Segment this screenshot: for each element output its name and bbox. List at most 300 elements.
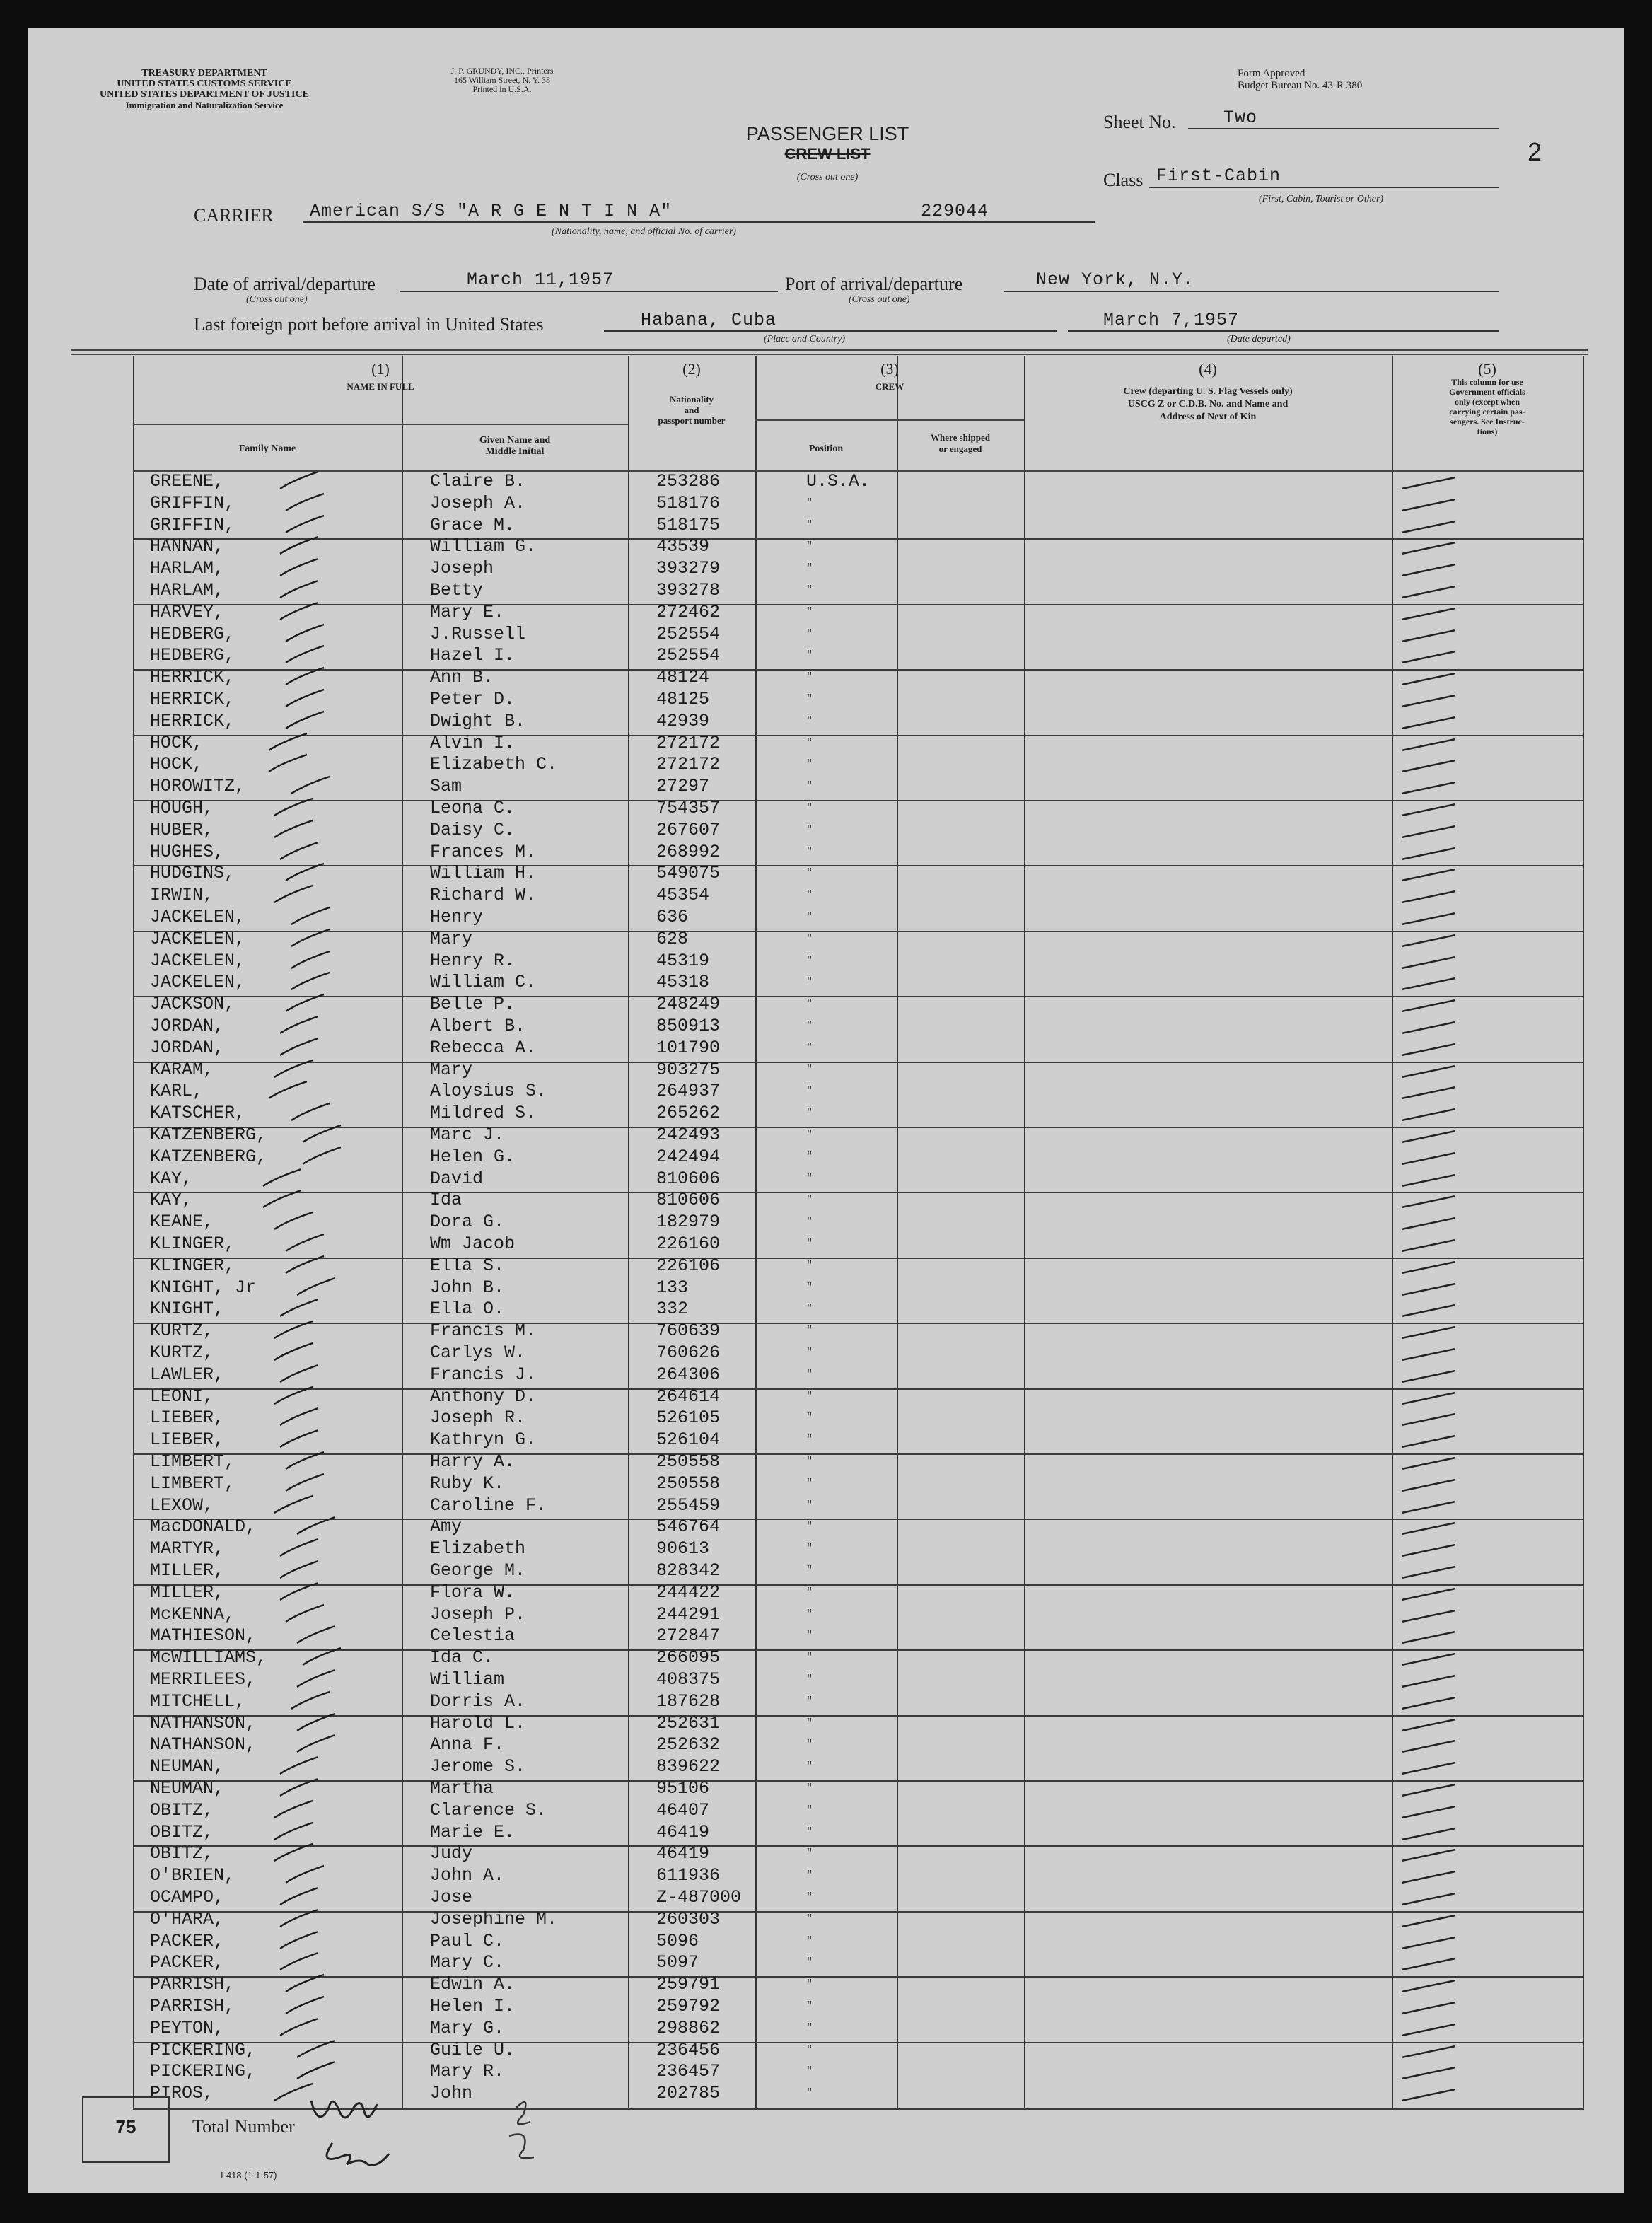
row-group-divider — [133, 669, 1583, 671]
inspector-check-mark — [1399, 1782, 1462, 1799]
inspector-check-mark — [1399, 1978, 1462, 1995]
crew-header: CREW — [875, 381, 904, 392]
total-number-value: 75 — [115, 2116, 136, 2137]
crew-list-crossed: CREW LIST — [784, 145, 871, 163]
tally-check-mark — [284, 1473, 327, 1494]
passport-number: 267607 — [656, 819, 721, 840]
tally-check-mark — [273, 1059, 315, 1080]
passport-number: 5096 — [656, 1930, 699, 1951]
family-name: MERRILEES, — [150, 1669, 257, 1690]
given-name: Helen I. — [430, 1996, 516, 2016]
carrier-note: (Nationality, name, and official No. of carrier) — [552, 226, 736, 237]
passport-number: 272172 — [656, 732, 721, 753]
family-name: KNIGHT, — [150, 1299, 225, 1320]
nationality-position: " — [806, 497, 813, 509]
given-name: Belle P. — [430, 994, 516, 1015]
given-name: Leona C. — [430, 798, 516, 818]
family-name: KATZENBERG, — [150, 1125, 267, 1145]
inspector-check-mark — [1399, 779, 1462, 796]
nationality-position: " — [806, 1347, 813, 1359]
passport-number: 252631 — [656, 1712, 721, 1734]
given-name: Marc J. — [430, 1125, 505, 1145]
family-name: HOROWITZ, — [150, 776, 246, 797]
dept-line: Immigration and Naturalization Service — [125, 100, 284, 110]
nationality-position: " — [806, 1804, 813, 1816]
nationality-position: " — [806, 1390, 813, 1403]
passport-number: 265262 — [656, 1103, 721, 1124]
tally-check-mark — [279, 1015, 321, 1036]
nationality-position: " — [806, 1978, 813, 1991]
nationality-position: " — [806, 2000, 813, 2012]
tally-check-mark — [279, 1538, 321, 1559]
given-name: Wm Jacob — [430, 1234, 516, 1254]
nationality-position: " — [806, 1238, 813, 1250]
nationality-position: " — [806, 1782, 813, 1794]
tally-check-mark — [284, 1451, 327, 1472]
row-group-divider — [133, 1323, 1583, 1324]
nationality-position: " — [806, 1934, 813, 1947]
inspector-check-mark — [1399, 1760, 1462, 1777]
inspector-check-mark — [1399, 910, 1462, 927]
family-name: KNIGHT, Jr — [150, 1277, 257, 1298]
given-name: Clarence S. — [430, 1799, 547, 1821]
sheet-label: Sheet No. — [1103, 112, 1176, 132]
tally-check-mark — [290, 971, 332, 992]
inspector-check-mark — [1399, 605, 1462, 622]
tally-check-mark — [267, 1080, 310, 1101]
officials-header: This column for use Government officials only (except when carrying certain pas- sengers. See Instruc- tions) — [1449, 377, 1525, 436]
given-name: Edwin A. — [430, 1974, 516, 1995]
tally-check-mark — [279, 1560, 321, 1581]
inspector-check-mark — [1399, 932, 1462, 949]
date-departed: March 7,1957 — [1103, 310, 1240, 330]
given-name: David — [430, 1168, 484, 1189]
family-name: LAWLER, — [150, 1364, 225, 1385]
family-name: KLINGER, — [150, 1255, 235, 1276]
carrier-value: American S/S "A R G E N T I N A" — [310, 201, 673, 221]
inspector-check-mark — [1399, 1934, 1462, 1951]
passport-number: 628 — [656, 928, 689, 949]
family-name: LIEBER, — [150, 1429, 225, 1451]
given-name: Joseph P. — [430, 1603, 526, 1625]
tally-check-mark — [267, 732, 310, 753]
row-group-divider — [133, 865, 1583, 866]
nationality-position: " — [806, 1847, 813, 1860]
inspector-check-mark — [1399, 475, 1462, 492]
given-name: Peter D. — [430, 689, 516, 709]
tally-check-mark — [279, 579, 321, 600]
tally-check-mark — [273, 1342, 315, 1363]
tally-check-mark — [296, 1712, 338, 1734]
passport-number: 226106 — [656, 1255, 721, 1276]
passport-number: 259792 — [656, 1996, 721, 2016]
family-name: KATSCHER, — [150, 1103, 246, 1124]
nationality-position: " — [806, 693, 813, 705]
inspector-check-mark — [1399, 1999, 1462, 2016]
nationality-position: " — [806, 1826, 813, 1838]
nationality-position: " — [806, 1368, 813, 1381]
inspector-check-mark — [1399, 562, 1462, 579]
nationality-position: " — [806, 1434, 813, 1446]
tally-check-mark — [296, 1734, 338, 1755]
tally-check-mark — [279, 1951, 321, 1973]
given-name: Betty — [430, 580, 484, 600]
inspector-check-mark — [1399, 1891, 1462, 1908]
nationality-position: " — [806, 1303, 813, 1316]
inspector-check-mark — [1399, 1564, 1462, 1581]
nationality-position: " — [806, 1586, 813, 1598]
given-name: Jose — [430, 1887, 473, 1908]
inspector-check-mark — [1399, 1433, 1462, 1450]
given-name: Henry R. — [430, 950, 516, 971]
row-group-divider — [133, 1649, 1583, 1651]
tally-check-mark — [279, 1777, 321, 1799]
family-name: PARRISH, — [150, 1974, 235, 1995]
passport-number: 260303 — [656, 1908, 721, 1929]
tally-check-mark — [279, 1886, 321, 1908]
passport-number: 45354 — [656, 885, 710, 906]
inspector-check-mark — [1399, 1172, 1462, 1189]
inspector-check-mark — [1399, 845, 1462, 862]
family-name: HOCK, — [150, 754, 204, 775]
passport-number: Z-487000 — [656, 1887, 742, 1908]
given-name: Ella O. — [430, 1299, 505, 1320]
tally-check-mark — [284, 993, 327, 1014]
last-port-value: Habana, Cuba — [641, 310, 777, 330]
nationality-position: " — [806, 911, 813, 923]
passport-number: 252554 — [656, 623, 721, 644]
inspector-check-mark — [1399, 1738, 1462, 1755]
tally-check-mark — [262, 1168, 304, 1189]
given-name: Elizabeth C. — [430, 754, 558, 775]
inspector-check-mark — [1399, 975, 1462, 992]
family-name: NEUMAN, — [150, 1778, 225, 1799]
inspector-check-mark — [1399, 1673, 1462, 1690]
given-name: Guile U. — [430, 2039, 516, 2060]
tally-check-mark — [279, 557, 321, 579]
nationality-position: " — [806, 867, 813, 880]
passport-number: 264306 — [656, 1364, 721, 1385]
given-name: Kathryn G. — [430, 1429, 537, 1451]
passport-number: 518176 — [656, 492, 721, 513]
nationality-position: " — [806, 1891, 813, 1903]
nationality-position: " — [806, 998, 813, 1011]
inspector-check-mark — [1399, 584, 1462, 600]
row-group-divider — [133, 996, 1583, 997]
nationality-position: " — [806, 932, 813, 945]
family-name: KURTZ, — [150, 1321, 214, 1342]
family-name: LIMBERT, — [150, 1473, 235, 1494]
nationality-position: " — [806, 714, 813, 727]
family-name: HERRICK, — [150, 667, 235, 688]
family-name: HARVEY, — [150, 601, 225, 622]
inspector-check-mark — [1399, 888, 1462, 905]
nationality-position: " — [806, 845, 813, 858]
passport-number: 202785 — [656, 2083, 721, 2104]
tally-check-mark — [284, 514, 327, 535]
family-name: PACKER, — [150, 1952, 225, 1973]
family-name: LIMBERT, — [150, 1451, 235, 1472]
given-name: Ann B. — [430, 667, 494, 688]
given-name: Hazel I. — [430, 645, 516, 666]
family-name: KURTZ, — [150, 1342, 214, 1363]
nationality-position: " — [806, 1107, 813, 1120]
tally-check-mark — [273, 1821, 315, 1842]
given-name: Dwight B. — [430, 710, 526, 731]
family-name: HANNAN, — [150, 536, 225, 557]
row-group-divider — [133, 1715, 1583, 1717]
inspector-check-mark — [1399, 1281, 1462, 1298]
family-name: MILLER, — [150, 1581, 225, 1603]
passport-number: 46419 — [656, 1821, 710, 1842]
family-name: LIEBER, — [150, 1407, 225, 1429]
family-name: KEANE, — [150, 1212, 214, 1233]
nationality-position: " — [806, 1565, 813, 1577]
inspector-check-mark — [1399, 1804, 1462, 1821]
printer-line: 165 William Street, N. Y. 38 — [454, 75, 550, 85]
tally-check-mark — [279, 1429, 321, 1450]
nationality-position: " — [806, 823, 813, 836]
passport-number: 46407 — [656, 1799, 710, 1821]
passport-number: 332 — [656, 1299, 689, 1320]
nationality-position: " — [806, 1499, 813, 1511]
inspector-check-mark — [1399, 1084, 1462, 1101]
inspector-check-mark — [1399, 1063, 1462, 1080]
passport-number: 250558 — [656, 1473, 721, 1494]
inspector-check-mark — [1399, 1019, 1462, 1036]
family-name: JORDAN, — [150, 1016, 225, 1036]
passport-number: 42939 — [656, 710, 710, 731]
family-name: OBITZ, — [150, 1821, 214, 1842]
passport-number: 252554 — [656, 645, 721, 666]
tally-check-mark — [273, 1320, 315, 1341]
given-name: Ida C. — [430, 1647, 494, 1668]
tally-check-mark — [273, 1386, 315, 1407]
row-group-divider — [133, 1127, 1583, 1128]
tally-check-mark — [301, 1124, 344, 1145]
passport-number: 268992 — [656, 841, 721, 862]
tally-check-mark — [279, 1930, 321, 1951]
tally-check-mark — [284, 1864, 327, 1886]
nationality-position: " — [806, 1041, 813, 1054]
tally-check-mark — [290, 1102, 332, 1123]
col4-number: (4) — [1199, 360, 1217, 378]
family-name: JACKELEN, — [150, 928, 246, 949]
given-name: Harold L. — [430, 1712, 526, 1734]
passport-number: 236457 — [656, 2061, 721, 2082]
cross-out-note: (Cross out one) — [796, 172, 859, 182]
tally-check-mark — [301, 1146, 344, 1167]
nationality-position: " — [806, 889, 813, 902]
passport-number: 754357 — [656, 798, 721, 818]
given-name: William C. — [430, 972, 537, 993]
family-name: PARRISH, — [150, 1996, 235, 2016]
family-name: JACKELEN, — [150, 972, 246, 993]
nationality-position: " — [806, 1412, 813, 1424]
tally-check-mark — [284, 666, 327, 687]
given-name: Anthony D. — [430, 1386, 537, 1407]
nationality-position: " — [806, 1281, 813, 1294]
tally-check-mark — [296, 1277, 338, 1298]
tally-check-mark — [273, 884, 315, 905]
family-name: NATHANSON, — [150, 1734, 257, 1755]
family-name: KLINGER, — [150, 1234, 235, 1254]
inspector-check-mark — [1399, 2086, 1462, 2103]
family-name: McKENNA, — [150, 1603, 235, 1625]
row-group-divider — [133, 1976, 1583, 1978]
passport-number: 636 — [656, 907, 689, 927]
tally-check-mark — [279, 1364, 321, 1385]
family-name: JACKELEN, — [150, 907, 246, 927]
family-name: OCAMPO, — [150, 1887, 225, 1908]
nationality-position: " — [806, 1652, 813, 1664]
nationality-position: " — [806, 1695, 813, 1707]
inspector-check-mark — [1399, 497, 1462, 513]
family-name: HARLAM, — [150, 558, 225, 579]
inspector-check-mark — [1399, 1193, 1462, 1210]
nationality-position: " — [806, 605, 813, 618]
inspector-check-mark — [1399, 1346, 1462, 1363]
family-name: OBITZ, — [150, 1799, 214, 1821]
inspector-check-mark — [1399, 1826, 1462, 1842]
total-number-label: Total Number — [192, 2116, 295, 2137]
col2-number: (2) — [682, 360, 701, 378]
inspector-check-mark — [1399, 801, 1462, 818]
passport-number: 393279 — [656, 558, 721, 579]
nationality-position: " — [806, 1608, 813, 1620]
inspector-check-mark — [1399, 1324, 1462, 1341]
tally-check-mark — [273, 797, 315, 818]
tally-check-mark — [290, 950, 332, 971]
passport-number: 259791 — [656, 1974, 721, 1995]
col5-number: (5) — [1478, 360, 1496, 378]
family-name: KAY, — [150, 1190, 193, 1211]
given-name: Celestia — [430, 1625, 516, 1647]
nationality-position: " — [806, 1913, 813, 1925]
inspector-check-mark — [1399, 1913, 1462, 1929]
inspector-check-mark — [1399, 1302, 1462, 1319]
tally-check-mark — [267, 753, 310, 774]
row-group-divider — [133, 1911, 1583, 1913]
inspector-check-mark — [1399, 1215, 1462, 1232]
nationality-position: " — [806, 1172, 813, 1185]
passport-number: 903275 — [656, 1059, 721, 1080]
port-of-arrival: New York, N.Y. — [1036, 269, 1195, 290]
passport-number: 393278 — [656, 580, 721, 600]
dept-line: UNITED STATES DEPARTMENT OF JUSTICE — [100, 89, 309, 100]
passport-number: 546764 — [656, 1516, 721, 1538]
given-name: Francis M. — [430, 1321, 537, 1342]
family-name: MITCHELL, — [150, 1690, 246, 1712]
given-name: Mildred S. — [430, 1103, 537, 1124]
nationality-position: " — [806, 1956, 813, 1969]
family-name: MacDONALD, — [150, 1516, 257, 1538]
inspector-check-mark — [1399, 1717, 1462, 1734]
nationality-position: " — [806, 2087, 813, 2100]
nationality-position: " — [806, 1259, 813, 1272]
passport-number: 264937 — [656, 1081, 721, 1102]
inspector-check-mark — [1399, 1629, 1462, 1646]
family-name: MARTYR, — [150, 1538, 225, 1560]
printer-line: J. P. GRUNDY, INC., Printers — [450, 66, 554, 76]
passport-number: 133 — [656, 1277, 689, 1298]
family-name: LEXOW, — [150, 1494, 214, 1516]
passport-number: 46419 — [656, 1843, 710, 1864]
passport-number: 255459 — [656, 1494, 721, 1516]
arrival-label: Date of arrival/departure — [194, 274, 376, 294]
nationality-position: " — [806, 2021, 813, 2034]
passenger-table — [133, 356, 1583, 2110]
given-name: Joseph A. — [430, 492, 526, 513]
given-name: Paul C. — [430, 1930, 505, 1951]
tally-check-mark — [279, 2017, 321, 2038]
passport-number: 248249 — [656, 994, 721, 1015]
arrival-cross-note: (Cross out one) — [246, 294, 308, 305]
given-name: Joseph R. — [430, 1407, 526, 1429]
last-port-note: (Place and Country) — [764, 334, 846, 344]
nationality-position: " — [806, 802, 813, 814]
passport-number: 5097 — [656, 1952, 699, 1973]
nationality-position: " — [806, 1521, 813, 1533]
tally-check-mark — [273, 1842, 315, 1864]
inspector-check-mark — [1399, 2065, 1462, 2082]
passport-number: 264614 — [656, 1386, 721, 1407]
form-code: I-418 (1-1-57) — [221, 2170, 277, 2181]
given-name: Ida — [430, 1190, 463, 1211]
handwritten-annotation — [297, 2079, 594, 2178]
passport-number: 272847 — [656, 1625, 721, 1647]
given-name: Helen G. — [430, 1146, 516, 1167]
class-note: (First, Cabin, Tourist or Other) — [1259, 194, 1384, 204]
family-name-header: Family Name — [238, 443, 296, 454]
family-name: HEDBERG, — [150, 645, 235, 666]
passport-number: 48125 — [656, 689, 710, 709]
tally-check-mark — [290, 775, 332, 796]
passport-number: 242493 — [656, 1125, 721, 1145]
passport-number: 45318 — [656, 972, 710, 993]
family-name: PICKERING, — [150, 2039, 257, 2060]
tally-check-mark — [290, 928, 332, 949]
family-name: HERRICK, — [150, 689, 235, 709]
department-header — [59, 68, 349, 110]
given-name: Mary G. — [430, 2017, 505, 2038]
tally-check-mark — [279, 1755, 321, 1777]
given-name: Dora G. — [430, 1212, 505, 1233]
tally-check-mark — [296, 1516, 338, 1537]
inspector-check-mark — [1399, 1368, 1462, 1385]
given-name: William G. — [430, 536, 537, 557]
dept-line: UNITED STATES CUSTOMS SERVICE — [117, 79, 292, 89]
tally-check-mark — [290, 906, 332, 927]
family-name: GREENE, — [150, 471, 225, 492]
inspector-check-mark — [1399, 1150, 1462, 1167]
inspector-check-mark — [1399, 627, 1462, 644]
row-group-divider — [133, 735, 1583, 736]
nationality-position: " — [806, 584, 813, 596]
nationality-position: " — [806, 562, 813, 575]
given-name: Anna F. — [430, 1734, 505, 1755]
family-name: PEYTON, — [150, 2017, 225, 2038]
nationality-position: " — [806, 1194, 813, 1207]
passport-number: 839622 — [656, 1756, 721, 1777]
given-name: Mary — [430, 1059, 473, 1080]
inspector-check-mark — [1399, 1608, 1462, 1625]
family-name: KARL, — [150, 1081, 204, 1102]
family-name: JACKELEN, — [150, 950, 246, 971]
passport-number: 95106 — [656, 1778, 710, 1799]
family-name: HUGHES, — [150, 841, 225, 862]
nationality-position: " — [806, 1129, 813, 1141]
